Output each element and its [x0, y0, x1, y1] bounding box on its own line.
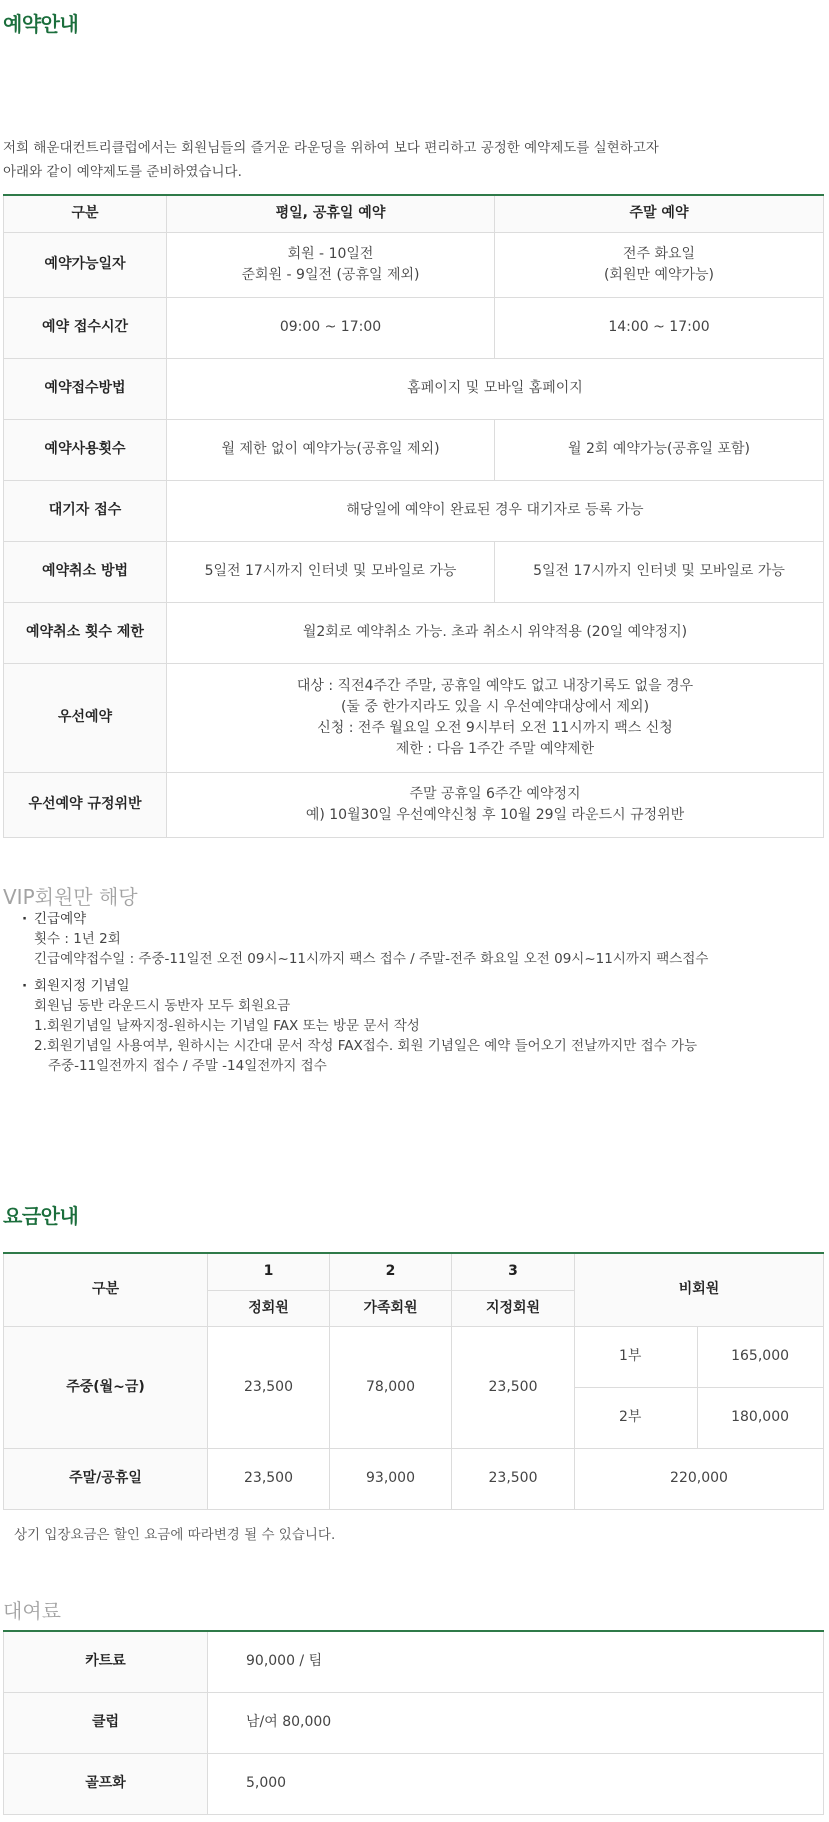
cell-text: 신청 : 전주 월요일 오전 9시부터 오전 11시까지 팩스 신청: [317, 719, 673, 736]
table-row: [4, 1631, 824, 1692]
table-row: [4, 358, 824, 419]
table-row: [4, 663, 824, 772]
cell-weekend: [495, 232, 824, 297]
intro-line: 아래와 같이 예약제도를 준비하였습니다.: [3, 164, 242, 180]
fee-cell: 23,500: [452, 1326, 575, 1448]
part-label: 1부: [575, 1326, 698, 1387]
table-row: [4, 1753, 824, 1814]
row-label: 카트료: [4, 1631, 208, 1692]
reservation-intro: [3, 136, 659, 184]
cell-weekday: 5일전 17시까지 인터넷 및 모바일로 가능: [167, 541, 495, 602]
table-row: [4, 480, 824, 541]
intro-line: 저희 해운대컨트리클럽에서는 회원님들의 즐거운 라운딩을 위하여 보다 편리하고 공정한 예약제도를 실현하고자: [3, 140, 659, 156]
cell-text: 예) 10월30일 우선예약신청 후 10월 29일 라운드시 규정위반: [305, 806, 685, 823]
row-label: 주말/공휴일: [4, 1448, 208, 1509]
col-header-weekend: 주말 예약: [495, 195, 824, 232]
member-number: 1: [208, 1253, 330, 1290]
fee-cell: 93,000: [330, 1448, 452, 1509]
vip-section: [22, 909, 708, 1076]
vip-line: 2.회원기념일 사용여부, 원하시는 시간대 문서 작성 FAX접수. 회원 기념일은 예약 들어오기 전날까지만 접수 가능: [34, 1038, 698, 1054]
cell-merged: [167, 772, 824, 837]
col-header-weekday: 평일, 공휴일 예약: [167, 195, 495, 232]
vip-heading-emergency: · 긴급예약: [22, 909, 708, 929]
cell-merged: 홈페이지 및 모바일 홈페이지: [167, 358, 824, 419]
reservation-title: 예약안내: [3, 12, 79, 36]
cell-text: (둘 중 한가지라도 있을 시 우선예약대상에서 제외): [340, 698, 650, 715]
table-row: [4, 1692, 824, 1753]
cell-weekday: [167, 232, 495, 297]
col-header-category: 구분: [4, 195, 167, 232]
cell-merged: 해당일에 예약이 완료된 경우 대기자로 등록 가능: [167, 480, 824, 541]
row-label: 예약접수방법: [4, 358, 167, 419]
member-number: 2: [330, 1253, 452, 1290]
row-label: 주중(월~금): [4, 1326, 208, 1448]
nonmember-weekend-price: 220,000: [575, 1448, 824, 1509]
table-row: [4, 232, 824, 297]
vip-line: 긴급예약접수일 : 주중-11일전 오전 09시~11시까지 팩스 접수 / 주말-전주 화요일 오전 09시~11시까지 팩스접수: [34, 951, 709, 967]
fees-table: [3, 1252, 824, 1510]
row-label: 골프화: [4, 1753, 208, 1814]
part-price: 180,000: [698, 1387, 824, 1448]
cell-weekend: 14:00 ~ 17:00: [495, 297, 824, 358]
cell-text: 대상 : 직전4주간 주말, 공휴일 예약도 없고 내장기록도 없을 경우: [296, 677, 694, 694]
fees-note: 상기 입장요금은 할인 요금에 따라변경 될 수 있습니다.: [14, 1527, 336, 1543]
row-label: 클럽: [4, 1692, 208, 1753]
cell-text: 제한 : 다음 1주간 주말 예약제한: [395, 740, 595, 757]
cell-weekend: 월 2회 예약가능(공휴일 포함): [495, 419, 824, 480]
part-label: 2부: [575, 1387, 698, 1448]
rental-title: 대여료: [3, 1599, 61, 1623]
cell-text: (회원만 예약가능): [603, 266, 715, 283]
part-price: 165,000: [698, 1326, 824, 1387]
fee-cell: 78,000: [330, 1326, 452, 1448]
vip-line: 1.회원기념일 날짜지정-원하시는 기념일 FAX 또는 방문 문서 작성: [34, 1018, 420, 1034]
cell-text: 회원 - 10일전: [287, 245, 374, 262]
cell-text: 주말 공휴일 6주간 예약정지: [409, 785, 581, 802]
row-label: 예약 접수시간: [4, 297, 167, 358]
rental-value: 90,000 / 팀: [208, 1631, 824, 1692]
vip-line: 횟수 : 1년 2회: [34, 931, 121, 947]
row-label: 예약가능일자: [4, 232, 167, 297]
vip-line: 주중-11일전까지 접수 / 주말 -14일전까지 접수: [48, 1058, 327, 1074]
member-type: 가족회원: [330, 1290, 452, 1326]
table-row: [4, 772, 824, 837]
cell-merged: [167, 663, 824, 772]
row-label: 대기자 접수: [4, 480, 167, 541]
row-label: 예약취소 횟수 제한: [4, 602, 167, 663]
table-row: [4, 1448, 824, 1509]
fee-cell: 23,500: [452, 1448, 575, 1509]
fees-title: 요금안내: [3, 1204, 79, 1228]
row-label: 예약사용횟수: [4, 419, 167, 480]
fee-cell: 23,500: [208, 1448, 330, 1509]
reservation-table: [3, 194, 824, 838]
fee-cell: 23,500: [208, 1326, 330, 1448]
rental-table: [3, 1630, 824, 1815]
row-label: 우선예약 규정위반: [4, 772, 167, 837]
cell-text: 전주 화요일: [622, 245, 696, 262]
table-row: [4, 602, 824, 663]
vip-title: VIP회원만 해당: [3, 885, 138, 909]
cell-text: 준회원 - 9일전 (공휴일 제외): [241, 266, 420, 283]
rental-value: 남/여 80,000: [208, 1692, 824, 1753]
table-row: [4, 419, 824, 480]
vip-heading-anniversary: · 회원지정 기념일: [22, 976, 708, 996]
member-number: 3: [452, 1253, 575, 1290]
fees-header-nonmember: 비회원: [575, 1253, 824, 1326]
cell-weekday: 월 제한 없이 예약가능(공휴일 제외): [167, 419, 495, 480]
cell-weekend: 5일전 17시까지 인터넷 및 모바일로 가능: [495, 541, 824, 602]
row-label: 우선예약: [4, 663, 167, 772]
fees-header-category: 구분: [4, 1253, 208, 1326]
member-type: 지정회원: [452, 1290, 575, 1326]
cell-merged: 월2회로 예약취소 가능. 초과 취소시 위약적용 (20일 예약정지): [167, 602, 824, 663]
row-label: 예약취소 방법: [4, 541, 167, 602]
table-row: [4, 541, 824, 602]
table-row: [4, 1326, 824, 1387]
cell-weekday: 09:00 ~ 17:00: [167, 297, 495, 358]
table-row: [4, 297, 824, 358]
rental-value: 5,000: [208, 1753, 824, 1814]
vip-line: 회원님 동반 라운드시 동반자 모두 회원요금: [34, 998, 291, 1014]
member-type: 정회원: [208, 1290, 330, 1326]
